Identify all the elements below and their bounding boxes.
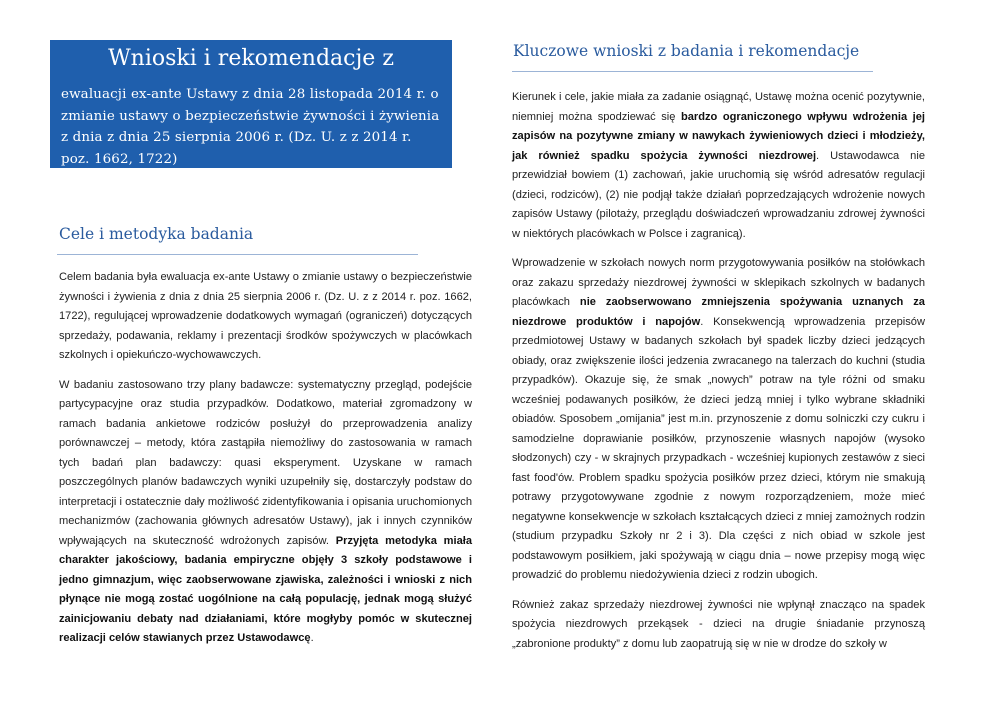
paragraph-text: . Ustawodawca nie przewidział bowiem (1) zachowań, jakie uruchomią się wśród adresatów regulacji (dzieci, rodziców), (2) nie podjął także działań poprzedzających wdrożenie nowych zapisów Ustawy (pilotaży, przeglądu doświadczeń wprowadzaniu zdrowej żywności w niektórych placówkach w Polsce i zagranicą). — [512, 149, 925, 240]
paragraph-text: W badaniu zastosowano trzy plany badawcze: systematyczny przegląd, podejście partycypacyjne oraz studia przypadków. Dodatkowo, materiał zgromadzony w ramach badania ankietowe rodziców posłużył do przeprowadzenia analizy porównawczej – metody, która zastąpiła niemożliwy do zastosowania w ramach tych badań plan badawczy: quasi eksperyment. Uzyskane w ramach poszczególnych planów badawczych wyniki uzupełniły się, dostarczyły podstaw do interpretacji i ostatecznie dały możliwość zidentyfikowania i opisania uruchomionych mechanizmów (zachowania głównych adresatów Ustawy), jak i innych czynników wpływających na skuteczność wdrożonych zapisów. — [59, 378, 472, 547]
document-subtitle: ewaluacji ex-ante Ustawy z dnia 28 listopada 2014 r. o zmianie ustawy o bezpieczeństwie żywności i żywienia z dnia z dnia 25 sierpnia 2006 r. (Dz. U. z z 2014 r. poz. 1662, 1722) — [61, 87, 440, 167]
paragraph-cel-badania: Celem badania była ewaluacja ex-ante Ustawy o zmianie ustawy o bezpieczeństwie żywności i żywienia z dnia z dnia 25 sierpnia 2006 r. (Dz. U. z z 2014 r. poz. 1662, 1722), regulującej wprowadzenie dodatkowych wymagań (ograniczeń) dotyczących sprzedaży, podawania, reklamy i prezentacji środków spożywczych w placówkach szkolnych i opiekuńczo-wychowawczych. — [59, 271, 472, 361]
paragraph-text: Wprowadzenie w szkołach nowych norm przygotowywania posiłków na stołówkach oraz zakazu sprzedaży niezdrowej żywności w sklepikach szkolnych w badanych placówkach — [512, 257, 925, 308]
paragraph-kierunek — [512, 88, 925, 244]
left-column — [59, 268, 472, 659]
emphasis-text: nie zaobserwowano zmniejszenia spożywania uznanych za niezdrowe produktów i napojów — [512, 296, 925, 328]
title-box — [50, 40, 452, 168]
paragraph-metodyka — [59, 376, 472, 649]
paragraph-text: Kierunek i cele, jakie miała za zadanie osiągnąć, Ustawę można ocenić pozytywnie, niemniej można spodziewać się — [512, 91, 925, 123]
right-column — [512, 88, 925, 664]
emphasis-text: Przyjęta metodyka miała charakter jakościowy, badania empiryczne objęły 3 szkoły podstawowe i jedno gimnazjum, więc zaobserwowane zjawiska, zależności i wnioski z nich płynące nie mogą zostać uogólnione na całą populację, jednak mogą służyć zainicjowaniu debaty nad działaniami, które mogłyby pomóc w skutecznej realizacji celów stawianych przez Ustawodawcę — [59, 534, 472, 644]
paragraph-text: . — [310, 632, 314, 644]
paragraph-zakaz-sprzedazy: Również zakaz sprzedaży niezdrowej żywności nie wpłynął znacząco na spadek spożycia niezdrowych przekąsek - dzieci na drugie śniadanie przynoszą „zabronione produkty” z domu lub zaopatrują się w nie w drodze do szkoły w — [512, 598, 925, 650]
section-divider-right — [512, 71, 873, 72]
paragraph-text: . Konsekwencją wprowadzenia przepisów przedmiotowej Ustawy w badanych szkołach był spadek liczby dzieci jedzących obiady, oraz zwiększenie ilości jedzenia zwracanego na talerzach do kuchni (studia przypadków). Okazuje się, że smak „nowych” potraw na tyle różni od smaku wcześniej podawanych posiłków, że dzieci jedzą mniej i tylko wybrane składniki obiadów. Sposobem „omijania” jest m.in. przynoszenie z domu solniczki czy cukru i samodzielne doprawianie posiłków, przynoszenie własnych napojów (wysoko słodzonych) czy - w skrajnych przypadkach - wcześniej kupionych zestawów z sieci fast food'ów. Problem spadku spożycia posiłków przez dzieci, którym nie smakują potrawy przygotowywane zgodnie z nowym rozporządzeniem, może mieć negatywne konsekwencje w szkołach kształcących dzieci z mniej zamożnych rodzin (studium przypadku Szkoły nr 2 i 3). Dla części z nich obiad w szkole jest podstawowym posiłkiem, jaki spożywają w ciągu dnia – nowe przepisy mogą więc prowadzić do problemu niedożywienia dzieci z rodzin ubogich. — [512, 315, 925, 581]
section-divider-left — [57, 254, 418, 255]
emphasis-text: bardzo ograniczonego wpływu wdrożenia jej zapisów na pozytywne zmiany w nawykach żywieniowych dzieci i młodzieży, jak również spadku spożycia żywności niezdrowej — [512, 110, 925, 162]
paragraph-wprowadzenie — [512, 254, 925, 586]
section-heading-cele: Cele i metodyka badania — [59, 225, 254, 243]
document-title: Wnioski i rekomendacje z — [108, 46, 394, 71]
section-heading-wnioski: Kluczowe wnioski z badania i rekomendacje — [513, 42, 860, 60]
